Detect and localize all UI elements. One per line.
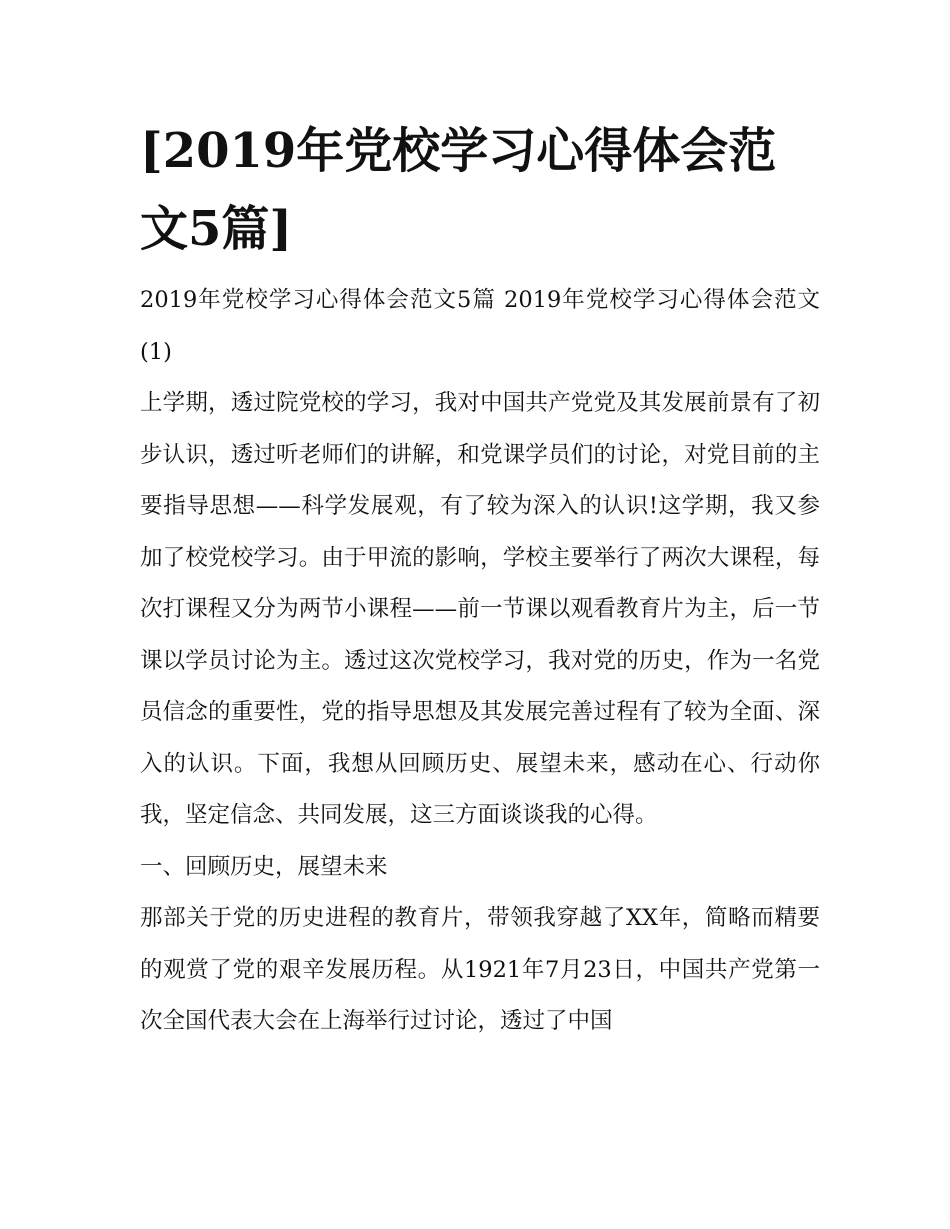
section-heading: 一、回顾历史，展望未来 [140, 853, 388, 880]
body-paragraph: 上学期，透过院党校的学习，我对中国共产党党及其发展前景有了初步认识，透过听老师们的讲解，和党课学员们的讨论，对党目前的主要指导思想——科学发展观，有了较为深入的认识!这学期，我又参加了校党校学习。由于甲流的影响，学校主要举行了两次大课程，每次打课程又分为两节小课程——前一节课以观看教育片为主，后一节课以学员讨论为主。透过这次党校学习，我对党的历史，作为一名党员信念的重要性，党的指导思想及其发展完善过程有了较为全面、深入的认识。下面，我想从回顾历史、展望未来，感动在心、行动你我，坚定信念、共同发展，这三方面谈谈我的心得。 [140, 390, 820, 828]
body-paragraph: 那部关于党的历史进程的教育片，带领我穿越了XX年，简略而精要的观赏了党的艰辛发展历程。从1921年7月23日，中国共产党第一次全国代表大会在上海举行过讨论，透过了中国 [140, 905, 820, 1034]
document-title: [2019年党校学习心得体会范文5篇] [140, 123, 777, 257]
intro-paragraph: 2019年党校学习心得体会范文5篇 2019年党校学习心得体会范文(1) [140, 287, 820, 365]
document-body [140, 275, 820, 1048]
